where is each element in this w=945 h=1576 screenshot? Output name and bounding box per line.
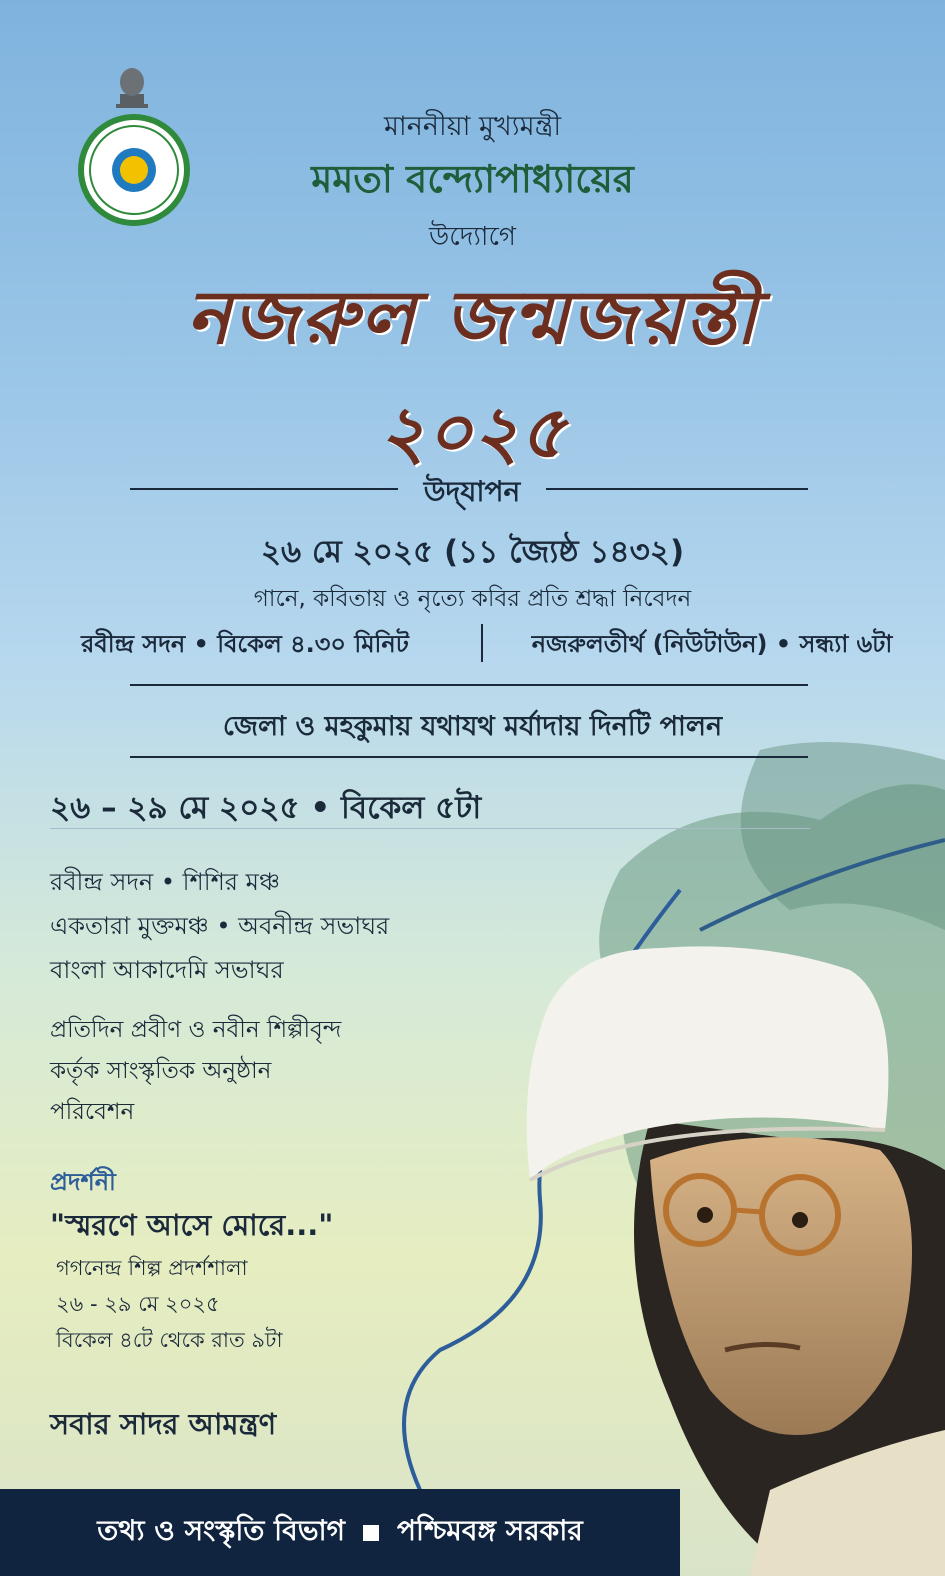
divider-right xyxy=(546,488,808,490)
header-line3: উদ্যোগে xyxy=(429,222,516,252)
footer-department: তথ্য ও সংস্কৃতি বিভাগ xyxy=(97,1514,346,1547)
exhibition-dates: ২৬ - ২৯ মে ২০২৫ xyxy=(56,1292,220,1316)
venue-separator xyxy=(481,624,483,662)
exhibition-time: বিকেল ৪টে থেকে রাত ৯টা xyxy=(56,1328,283,1352)
program-description-line: কর্তৃক সাংস্কৃতিক অনুষ্ঠান xyxy=(50,1058,272,1084)
poet-portrait xyxy=(500,930,945,1576)
national-emblem-icon xyxy=(112,64,152,110)
program-description xyxy=(50,1010,341,1133)
rule-top xyxy=(130,684,808,686)
program-venue: রবীন্দ্র সদন • শিশির মঞ্চ xyxy=(50,868,280,896)
title-main: নজরুল জন্মজয়ন্তী xyxy=(186,275,759,361)
program-venue: একতারা মুক্তমঞ্চ • অবনীন্দ্র সভাঘর xyxy=(50,912,390,940)
program-underline xyxy=(50,828,810,829)
footer-government: পশ্চিমবঙ্গ সরকার xyxy=(397,1514,583,1547)
exhibition-name: "স্মরণে আসে মোরে..." xyxy=(50,1208,334,1242)
program-description-line: পরিবেশন xyxy=(50,1099,135,1125)
divider-left xyxy=(130,488,398,490)
invitation: সবার সাদর আমন্ত্রণ xyxy=(50,1407,277,1441)
program-dates: ২৬ – ২৯ মে ২০২৫ • বিকেল ৫টা xyxy=(50,790,482,826)
divider-label: উদ্‌যাপন xyxy=(423,475,521,508)
exhibition-label: প্রদর্শনী xyxy=(50,1168,116,1196)
event-tagline: গানে, কবিতায় ও নৃত্যে কবির প্রতি শ্রদ্ধা নিবেদন xyxy=(253,586,692,612)
exhibition-details xyxy=(56,1250,283,1358)
event-venue2: নজরুলতীর্থ (নিউটাউন) • সন্ধ্যা ৬টা xyxy=(531,630,893,658)
district-note: জেলা ও মহকুমায় যথাযথ মর্যাদায় দিনটি পালন xyxy=(222,711,723,742)
program-venues xyxy=(50,860,389,992)
square-bullet-icon xyxy=(363,1525,379,1541)
program-venue: বাংলা আকাদেমি সভাঘর xyxy=(50,956,284,984)
title-year: ২০২৫ xyxy=(378,390,567,474)
header-line2: মমতা বন্দ্যোপাধ্যায়ের xyxy=(311,157,634,201)
rule-bottom xyxy=(130,756,808,758)
header-line1: মাননীয়া মুখ্যমন্ত্রী xyxy=(383,111,562,142)
program-description-line: প্রতিদিন প্রবীণ ও নবীন শিল্পীবৃন্দ xyxy=(50,1017,342,1043)
event-date: ২৬ মে ২০২৫ (১১ জ্যৈষ্ঠ ১৪৩২) xyxy=(260,534,685,570)
event-venue1: রবীন্দ্র সদন • বিকেল ৪.৩০ মিনিট xyxy=(81,630,409,658)
exhibition-venue: গগনেন্দ্র শিল্প প্রদর্শশালা xyxy=(56,1256,248,1280)
footer-bar xyxy=(0,1489,680,1576)
